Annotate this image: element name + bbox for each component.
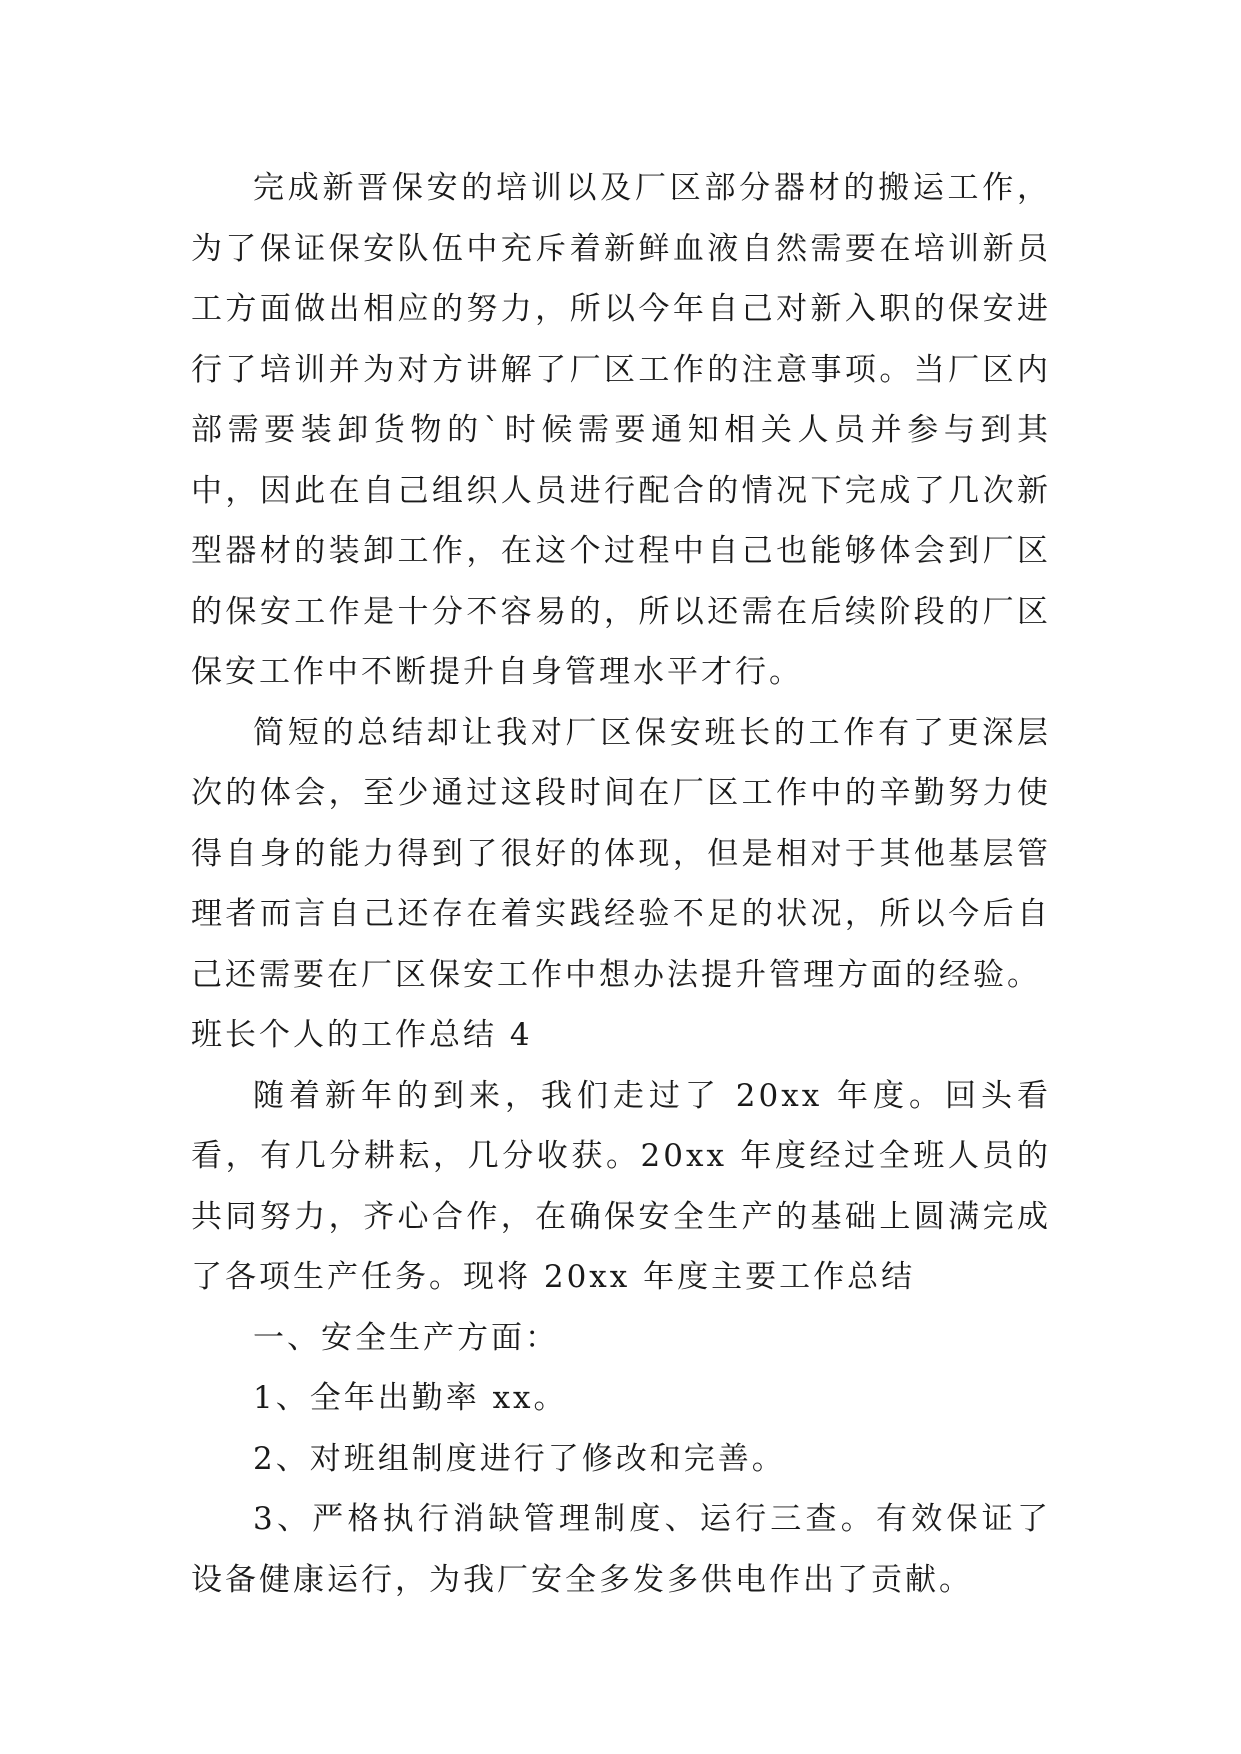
document-body: [191, 158, 1051, 1610]
paragraph-training: 完成新晋保安的培训以及厂区部分器材的搬运工作，为了保证保安队伍中充斥着新鲜血液自然需要在培训新员工方面做出相应的努力，所以今年自己对新入职的保安进行了培训并为对方讲解了厂区工作的注意事项。当厂区内部需要装卸货物的`时候需要通知相关人员并参与到其中，因此在自己组织人员进行配合的情况下完成了几次新型器材的装卸工作，在这个过程中自己也能够体会到厂区的保安工作是十分不容易的，所以还需在后续阶段的厂区保安工作中不断提升自身管理水平才行。: [191, 170, 1051, 690]
list-item-defect-management: 3、严格执行消缺管理制度、运行三查。有效保证了设备健康运行，为我厂安全多发多供电作出了贡献。: [191, 1501, 1051, 1598]
list-item-system-revision: 2、对班组制度进行了修改和完善。: [253, 1440, 786, 1477]
paragraph-safety-heading: 一、安全生产方面：: [253, 1319, 559, 1356]
list-item-attendance: 1、全年出勤率 xx。: [253, 1380, 568, 1416]
paragraph-summary: 简短的总结却让我对厂区保安班长的工作有了更深层次的体会，至少通过这段时间在厂区工作中的辛勤努力使得自身的能力得到了很好的体现，但是相对于其他基层管理者而言自己还存在着实践经验不足的状况，所以今后自己还需要在厂区保安工作中想办法提升管理方面的经验。: [191, 714, 1051, 993]
paragraph-new-year: 随着新年的到来，我们走过了 20xx 年度。回头看看，有几分耕耘，几分收获。20xx 年度经过全班人员的共同努力，齐心合作，在确保安全生产的基础上圆满完成了各项生产任务。现将 20xx 年度主要工作总结: [191, 1077, 1051, 1295]
section-heading: 班长个人的工作总结 4: [191, 1017, 533, 1053]
